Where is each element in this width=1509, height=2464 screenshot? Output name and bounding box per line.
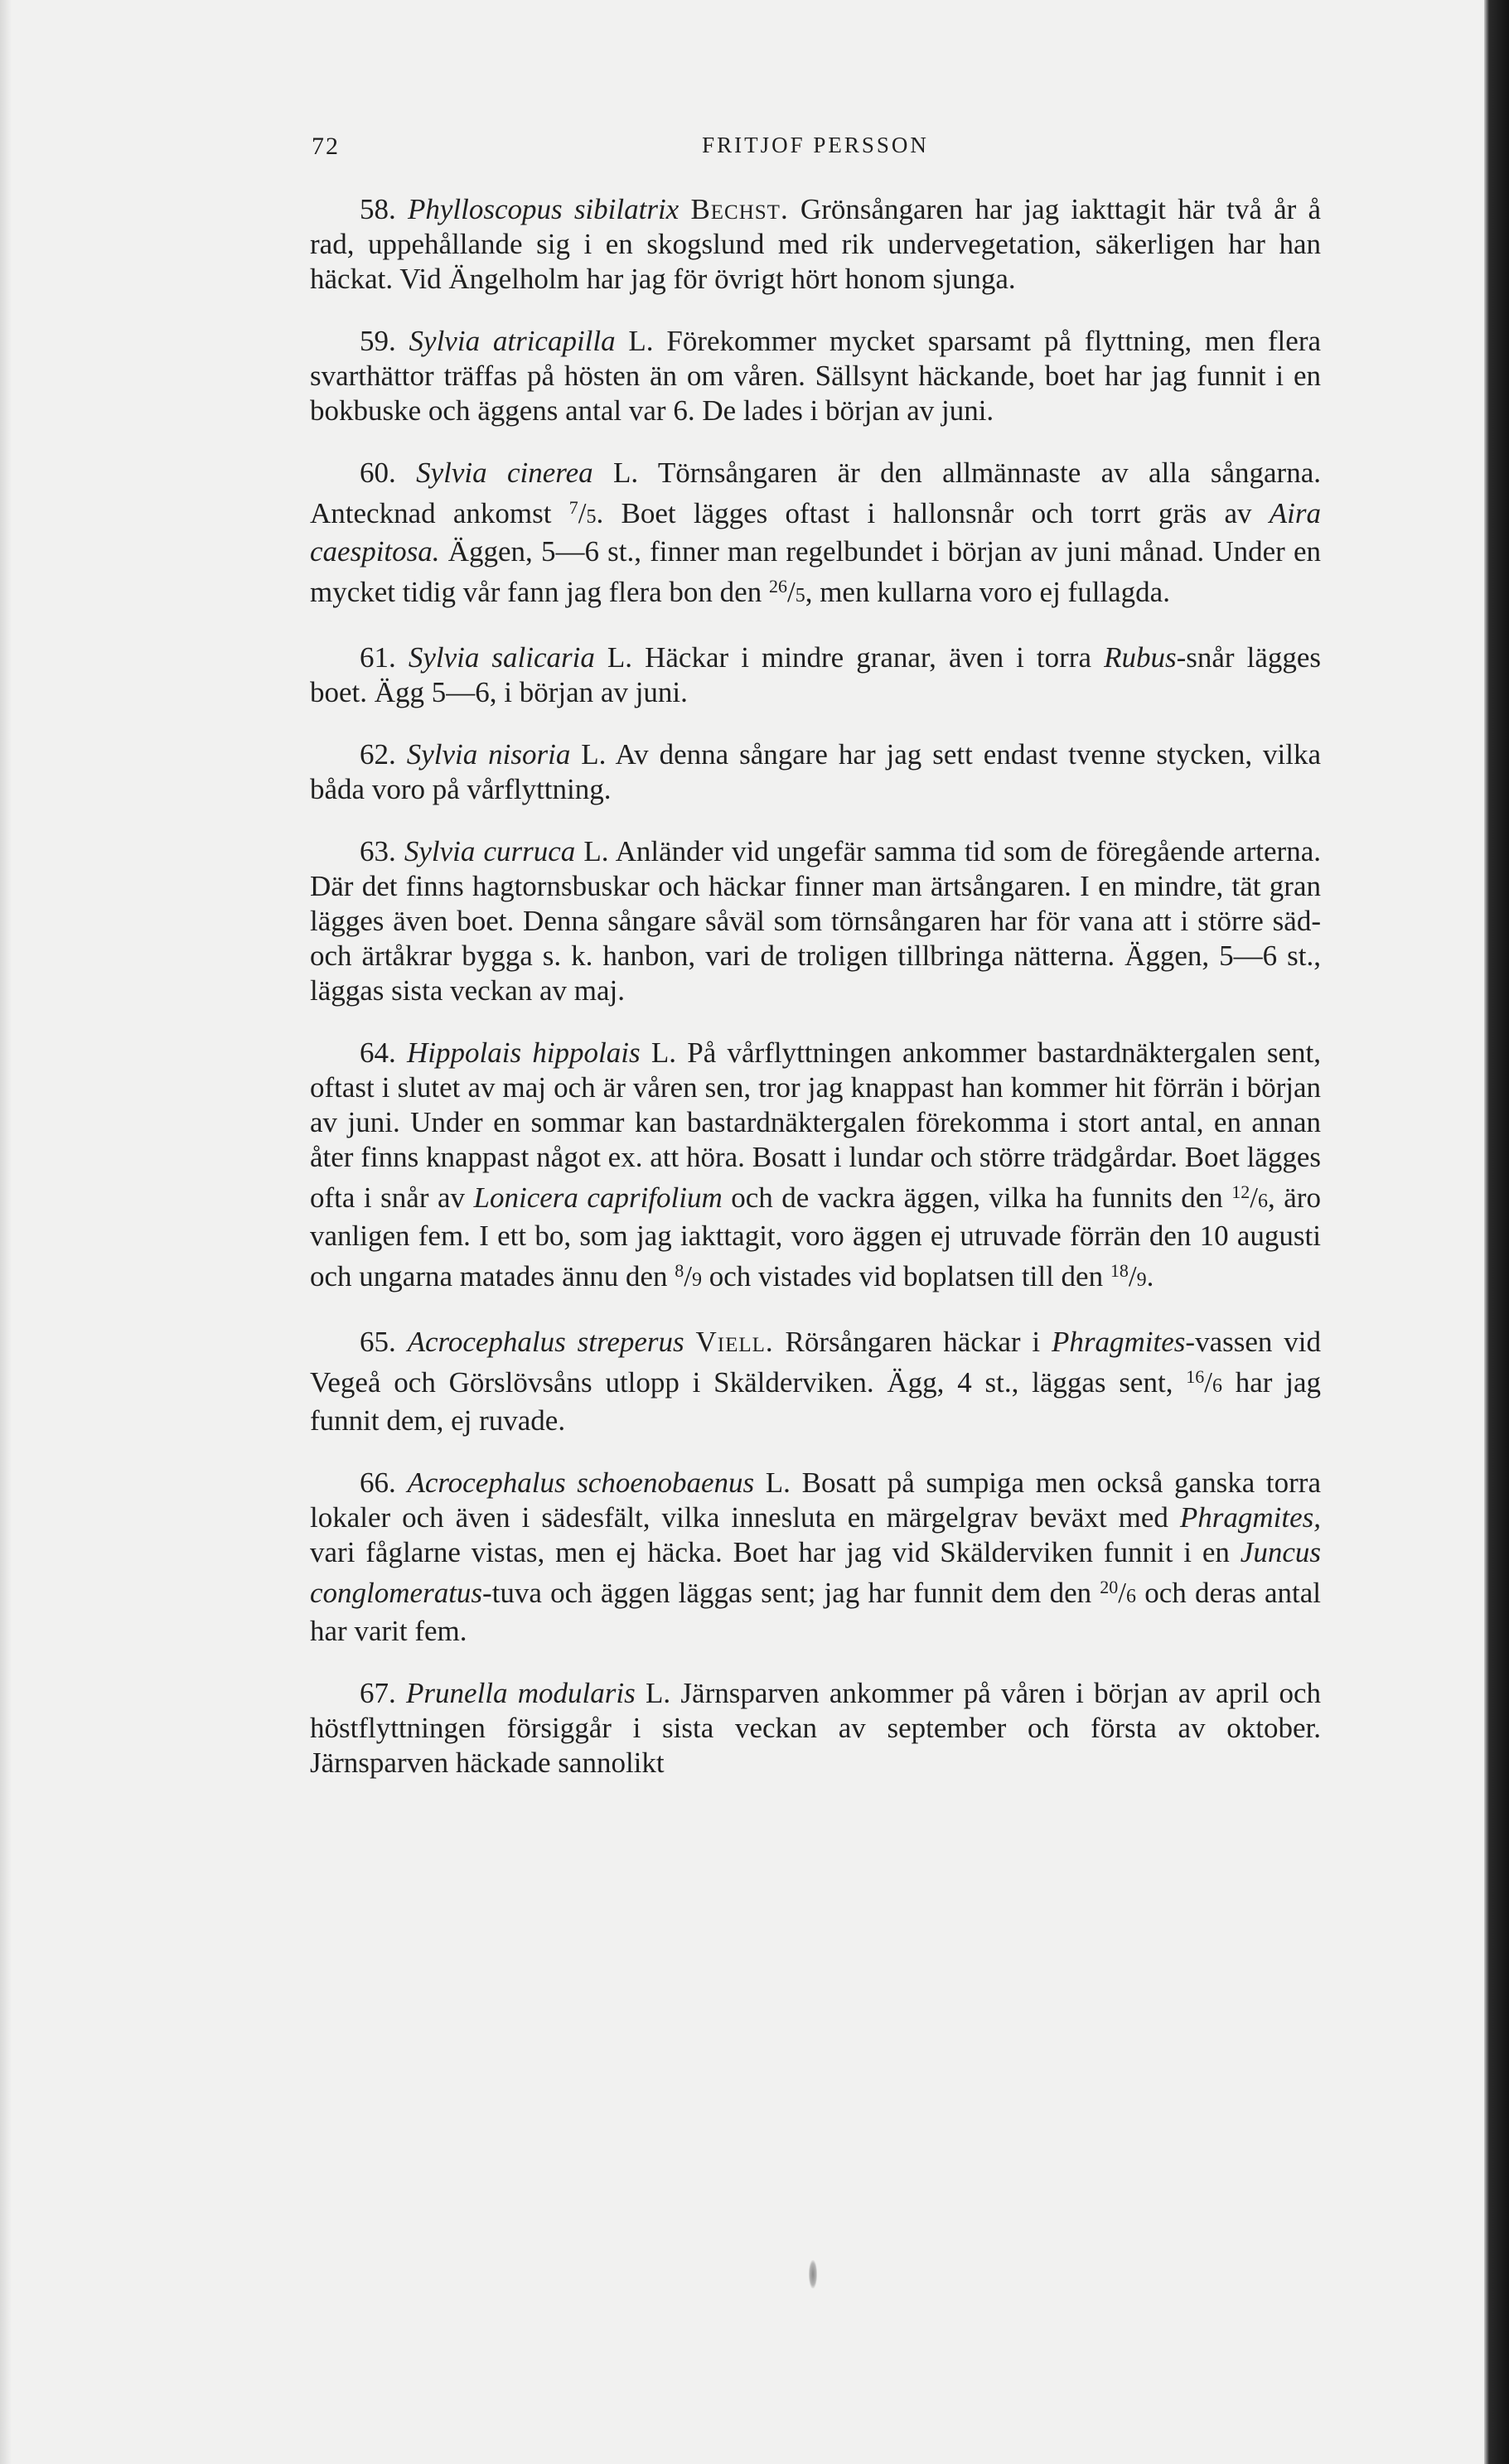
page-shadow-left (0, 0, 12, 2464)
text-run: / (578, 497, 587, 529)
text-run: 64. (360, 1036, 407, 1069)
text-run: Äggen, 5—6 st., finner man regelbundet i början av juni månad. Under en mycket tidig vår fann jag flera bon den (310, 535, 1321, 608)
text-run: . Boet lägges oftast i hallonsnår och torrt gräs av (596, 497, 1270, 529)
author-name: Viell. (695, 1326, 774, 1358)
text-run: / (1204, 1366, 1212, 1399)
text-run: har jag funnit dem, ej ruvade. (310, 1366, 1321, 1437)
text-run: 66. (360, 1466, 408, 1499)
text-run: L. Järnsparven ankommer på våren i början av april och höstflyttningen försiggår i sista veckan av september och första av oktober. Järnsparven häckade sannolikt (310, 1677, 1321, 1779)
species-name: Rubus (1104, 641, 1177, 674)
text-run: -vassen vid Vegeå och Görslövsåns utlopp i Skälderviken. Ägg, 4 st., läggas sent, (310, 1326, 1321, 1399)
date-numerator: 26 (768, 576, 787, 597)
date-numerator: 16 (1186, 1366, 1205, 1387)
text-run: 61. (360, 641, 409, 674)
text-run: 63. (360, 835, 404, 867)
text-run: och de vackra äggen, vilka ha funnits den (722, 1181, 1232, 1214)
scan-speck (809, 2260, 817, 2288)
species-name: Sylvia cinerea (416, 457, 593, 489)
text-run: / (1250, 1181, 1259, 1214)
text-run: L. Av denna sångare har jag sett endast tvenne stycken, vilka båda voro på vårflyttning. (310, 738, 1321, 805)
author-name: Bechst. (690, 193, 789, 225)
text-run: , men kullarna voro ej fullagda. (805, 576, 1170, 608)
paragraph-61 (310, 640, 1321, 710)
paragraph-59 (310, 324, 1321, 428)
text-run: L. Förekommer mycket sparsamt på flyttning, men flera svarthättor träffas på hösten än om våren. Sällsynt häckande, boet har jag funnit i en bokbuske och äggens antal var 6. De lades i början av juni. (310, 325, 1322, 427)
paragraph-67 (310, 1676, 1321, 1780)
species-name: Hippolais hippolais (407, 1036, 641, 1069)
date-numerator: 20 (1100, 1577, 1119, 1597)
species-name: Prunella modularis (406, 1677, 636, 1709)
text-run: -tuva och äggen läggas sent; jag har funnit dem den (482, 1577, 1100, 1609)
date-denominator: 6 (1258, 1191, 1269, 1212)
page-header (312, 133, 1319, 174)
text-run: Grönsångaren har jag iakttagit här två år å rad, uppehållande sig i en skogslund med rik undervegetation, säkerligen har han häckat. Vid Ängelholm har jag för övrigt hört honom sjunga. (310, 193, 1322, 295)
date-denominator: 5 (586, 506, 597, 528)
text-run (684, 1326, 696, 1358)
species-name: Sylvia nisoria (406, 738, 571, 771)
text-run: L. På vårflyttningen ankommer bastardnäktergalen sent, oftast i slutet av maj och är våren sen, tror jag knappast han kommer hit förrän i början av juni. Under en sommar kan bastardnäktergalen förekomma i stort antal, en annan åter finns knappast något ex. att höra. Bosatt i lundar och större trädgårdar. Boet lägges ofta i snår av (310, 1036, 1322, 1214)
date-denominator: 9 (692, 1269, 702, 1291)
running-title: FRITJOF PERSSON (702, 133, 929, 157)
date-numerator: 8 (675, 1260, 684, 1281)
text-run: . (1146, 1260, 1154, 1292)
paragraph-64 (310, 1036, 1321, 1297)
date-numerator: 18 (1110, 1260, 1129, 1281)
text-run: / (684, 1260, 692, 1292)
text-run: / (786, 576, 796, 608)
text-run: Rörsångaren häckar i (773, 1326, 1052, 1358)
species-name: Sylvia atricapilla (409, 325, 616, 357)
text-run: L. Häckar i mindre granar, även i torra (594, 641, 1105, 674)
date-numerator: 12 (1231, 1181, 1250, 1202)
text-run: och vistades vid boplatsen till den (702, 1260, 1110, 1292)
page-body (310, 192, 1321, 1780)
text-run: 58. (360, 193, 408, 225)
text-run: L. Bosatt på sumpiga men också ganska torra lokaler och även i sädesfält, vilka innesluta en märgelgrav beväxt med (310, 1466, 1321, 1534)
text-run: vari fåglarne vistas, men ej häcka. Boet har jag vid Skälderviken funnit i en (310, 1536, 1241, 1568)
paragraph-60 (310, 456, 1321, 613)
paragraph-63 (310, 834, 1321, 1008)
text-run: L. Törnsångaren är den allmännaste av alla sångarna. Antecknad ankomst (310, 457, 1321, 529)
date-denominator: 6 (1126, 1586, 1137, 1607)
species-name: Sylvia curruca (404, 835, 576, 867)
paragraph-65 (310, 1325, 1321, 1438)
text-run: / (1118, 1577, 1127, 1609)
paragraph-58 (310, 192, 1321, 297)
species-name: Aira caespitosa. (310, 497, 1321, 568)
text-run: och deras antal har varit fem. (310, 1577, 1321, 1647)
paragraph-62 (310, 737, 1321, 807)
species-name: Acrocephalus streperus (407, 1326, 684, 1358)
text-run: , äro vanligen fem. I ett bo, som jag iakttagit, voro äggen ej utruvade förrän den 10 augusti och ungarna matades ännu den (310, 1181, 1321, 1292)
text-run: 65. (360, 1326, 408, 1358)
text-run: 62. (360, 738, 407, 771)
date-denominator: 5 (795, 585, 805, 606)
date-denominator: 9 (1136, 1269, 1147, 1291)
species-name: Phragmites, (1179, 1501, 1321, 1534)
species-name: Juncus conglomeratus (310, 1536, 1321, 1609)
scan-border-right (1484, 0, 1509, 2464)
species-name: Lonicera caprifolium (473, 1181, 723, 1214)
species-name: Phylloscopus sibilatrix (407, 193, 680, 225)
text-run: -snår lägges boet. Ägg 5—6, i början av juni. (310, 641, 1322, 708)
page-number: 72 (312, 133, 340, 160)
date-denominator: 6 (1212, 1375, 1222, 1397)
text-run: 59. (360, 325, 409, 357)
text-run: 67. (360, 1677, 407, 1709)
species-name: Sylvia salicaria (408, 641, 595, 674)
species-name: Phragmites (1052, 1326, 1186, 1358)
text-run: L. Anländer vid ungefär samma tid som de föregående arterna. Där det finns hagtornsbuskar och häckar finner man ärtsångaren. I en mindre, tät gran lägges även boet. Denna sångare såväl som törnsångaren har för vana att i större säd- och ärtåkrar bygga s. k. hanbon, vari de troligen tillbringa nätterna. Äggen, 5—6 st., läggas sista veckan av maj. (310, 835, 1321, 1007)
species-name: Acrocephalus schoenobaenus (407, 1466, 755, 1499)
text-run (679, 193, 690, 225)
paragraph-66 (310, 1466, 1321, 1649)
text-run: / (1128, 1260, 1137, 1292)
text-run: 60. (360, 457, 417, 489)
date-numerator: 7 (568, 497, 578, 518)
